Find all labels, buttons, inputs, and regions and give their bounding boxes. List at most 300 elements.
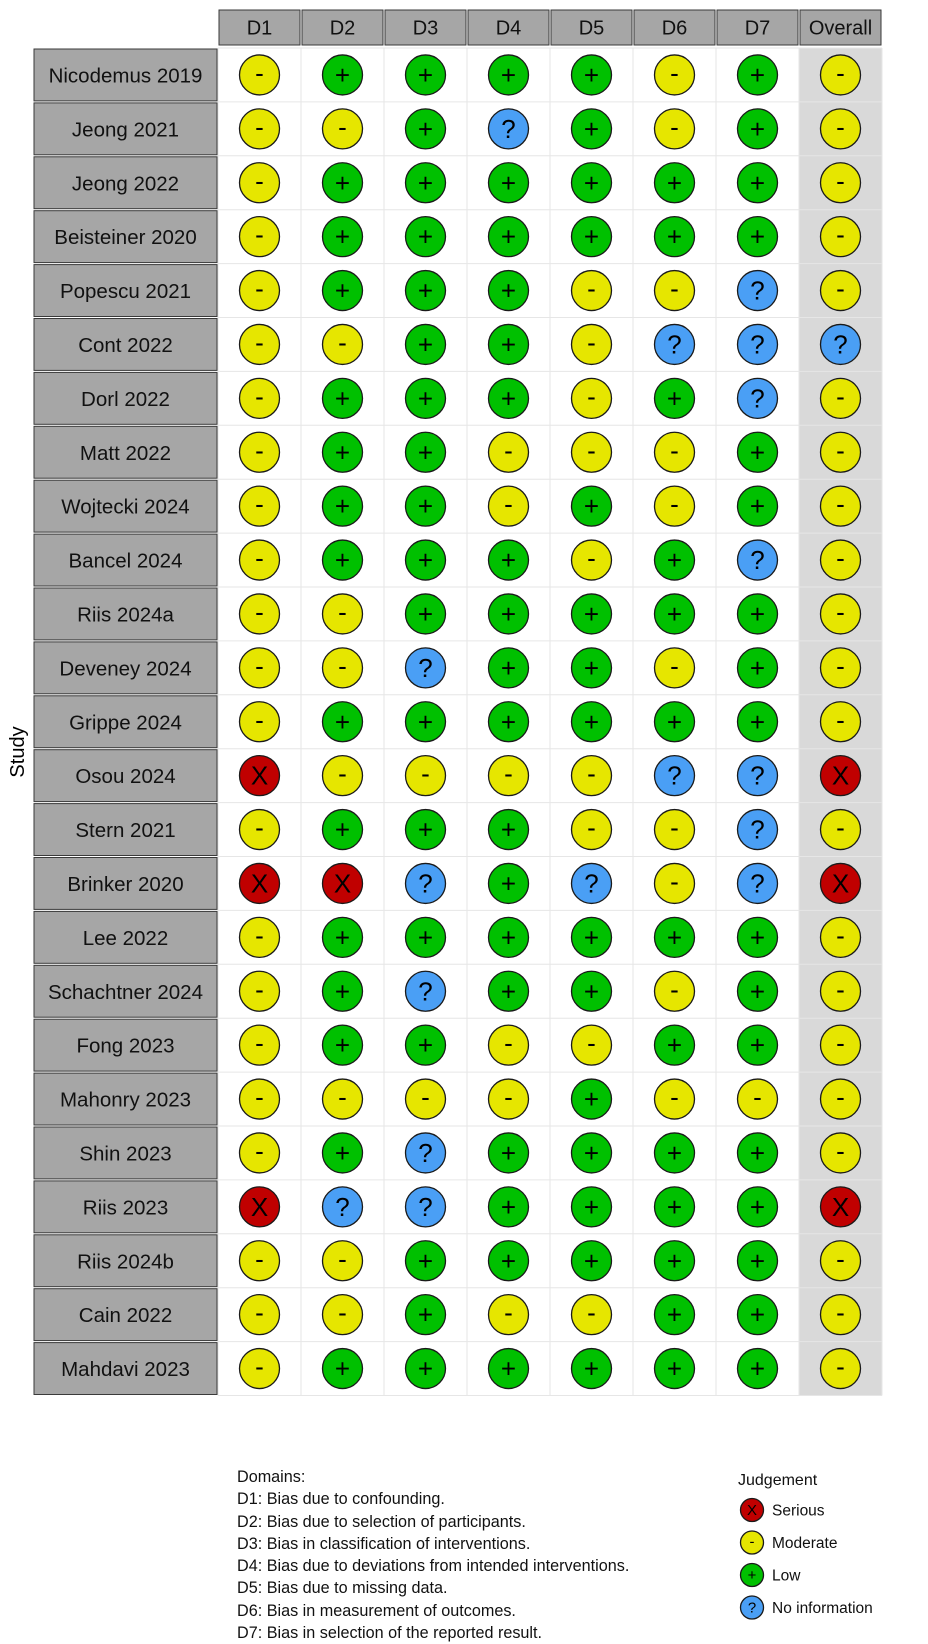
column-headers (219, 10, 881, 45)
judgement-moderate (572, 1295, 612, 1335)
judgement-symbol: - (255, 435, 264, 466)
judgement-symbol: + (417, 1245, 434, 1276)
judgement-no-information (738, 810, 778, 850)
judgement-symbol: ? (750, 545, 765, 576)
judgement-low (655, 217, 695, 257)
judgement-symbol: - (587, 1297, 596, 1328)
judgement-symbol: + (417, 598, 434, 629)
judgement-no-information (655, 324, 695, 364)
judgement-moderate (655, 971, 695, 1011)
judgement-symbol: + (417, 437, 434, 468)
judgement-symbol: - (255, 812, 264, 843)
judgement-symbol: + (749, 1353, 766, 1384)
judgement-symbol: - (338, 111, 347, 142)
judgement-moderate (821, 702, 861, 742)
judgement-symbol: - (504, 758, 513, 789)
judgement-symbol: - (670, 273, 679, 304)
judgement-symbol: + (749, 1030, 766, 1061)
judgement-symbol: + (583, 976, 600, 1007)
judgement-symbol: + (417, 383, 434, 414)
judgement-symbol: - (836, 974, 845, 1005)
judgement-symbol: - (587, 1028, 596, 1059)
plot-background (218, 48, 882, 1396)
judgement-low (738, 1133, 778, 1173)
judgement-low (738, 594, 778, 634)
judgement-moderate (655, 109, 695, 149)
judgement-symbol: + (749, 167, 766, 198)
judgement-symbol: + (583, 598, 600, 629)
judgement-symbol: + (666, 598, 683, 629)
judgement-low (489, 540, 529, 580)
judgement-low (406, 486, 446, 526)
judgement-symbol: - (753, 1082, 762, 1113)
judgement-moderate (738, 1079, 778, 1119)
judgement-symbol: + (417, 1030, 434, 1061)
judgement-symbol: + (334, 976, 351, 1007)
domain-d3: D3: Bias in classification of interventions. (237, 1534, 531, 1553)
domain-d1: D1: Bias due to confounding. (237, 1490, 445, 1509)
judgement-low (489, 917, 529, 957)
judgement-low (738, 1295, 778, 1335)
judgement-moderate (240, 1025, 280, 1065)
judgement-moderate (240, 648, 280, 688)
judgement-symbol: - (255, 1028, 264, 1059)
judgement-low (406, 432, 446, 472)
judgement-symbol: + (500, 652, 517, 683)
judgement-no-information (406, 648, 446, 688)
study-label: Mahonry 2023 (59, 1088, 192, 1112)
study-label: Brinker 2020 (67, 872, 184, 896)
judgement-symbol: - (255, 165, 264, 196)
judgement-symbol: + (749, 598, 766, 629)
judgement-symbol: - (255, 543, 264, 574)
judgement-symbol: + (500, 1137, 517, 1168)
judgement-symbol: ? (750, 275, 765, 306)
judgement-low (655, 1133, 695, 1173)
column-header-label: D6 (661, 17, 688, 40)
judgement-moderate (240, 540, 280, 580)
judgement-low (738, 163, 778, 203)
judgement-symbol: ? (667, 329, 682, 360)
judgement-moderate (821, 1133, 861, 1173)
judgement-low (572, 1079, 612, 1119)
judgement-moderate (323, 1079, 363, 1119)
judgement-no-information (406, 863, 446, 903)
judgement-symbol: + (666, 922, 683, 953)
judgement-symbol: + (749, 652, 766, 683)
judgement-symbol: ? (747, 1599, 757, 1617)
study-label: Deveney 2024 (59, 657, 192, 681)
judgement-symbol: - (338, 758, 347, 789)
judgement-symbol: + (749, 59, 766, 90)
judgement-low (738, 1187, 778, 1227)
judgement-symbol: - (670, 57, 679, 88)
judgement-symbol: - (836, 435, 845, 466)
judgement-symbol: + (666, 1030, 683, 1061)
judgement-no-information (489, 109, 529, 149)
study-label: Dorl 2022 (81, 387, 170, 411)
judgement-symbol: + (583, 1245, 600, 1276)
judgement-low (489, 271, 529, 311)
judgement-moderate (489, 1025, 529, 1065)
judgement-moderate (821, 594, 861, 634)
judgement-symbol: + (749, 1137, 766, 1168)
judgement-moderate (821, 432, 861, 472)
judgement-symbol: - (255, 381, 264, 412)
judgement-symbol: + (749, 491, 766, 522)
judgement-moderate (323, 324, 363, 364)
judgement-symbol: ? (750, 383, 765, 414)
judgement-low (323, 217, 363, 257)
judgement-moderate (655, 810, 695, 850)
judgement-symbol: + (666, 1245, 683, 1276)
judgement-no-information (738, 863, 778, 903)
judgement-symbol: + (417, 1299, 434, 1330)
judgement-no-information (406, 971, 446, 1011)
judgement-symbol: + (583, 167, 600, 198)
judgement-moderate (821, 917, 861, 957)
judgement-low (489, 1187, 529, 1227)
judgement-symbol: ? (501, 113, 516, 144)
judgement-symbol: + (749, 437, 766, 468)
judgement-symbol: + (334, 221, 351, 252)
judgement-symbol: - (836, 650, 845, 681)
judgement-symbol: X (250, 1191, 269, 1222)
judgement-moderate (489, 1079, 529, 1119)
judgement-moderate (489, 756, 529, 796)
judgement-symbol: + (749, 221, 766, 252)
judgement-symbol: - (670, 812, 679, 843)
judgement-symbol: - (587, 273, 596, 304)
judgement-low (406, 540, 446, 580)
judgement-moderate (240, 810, 280, 850)
judgement-symbol: - (504, 489, 513, 520)
judgement-moderate (572, 756, 612, 796)
y-axis-title: Study (7, 726, 29, 778)
judgement-moderate (821, 1349, 861, 1389)
study-label: Riis 2024b (77, 1250, 174, 1274)
judgement-low (572, 1133, 612, 1173)
judgement-low (572, 163, 612, 203)
column-header-label: D5 (578, 17, 605, 40)
domains-title: Domains: (237, 1468, 306, 1486)
judgement-low (323, 486, 363, 526)
judgement-symbol: X (250, 868, 269, 899)
judgement-moderate (323, 756, 363, 796)
judgement-moderate (655, 271, 695, 311)
judgement-symbol: + (334, 59, 351, 90)
judgement-symbol: + (749, 706, 766, 737)
judgement-low (323, 1025, 363, 1065)
study-label: Beisteiner 2020 (54, 226, 197, 250)
judgement-moderate (655, 1079, 695, 1119)
judgement-symbol: - (587, 435, 596, 466)
judgement-symbol: + (417, 59, 434, 90)
judgement-symbol: + (500, 868, 517, 899)
study-label: Grippe 2024 (69, 711, 182, 735)
judgement-symbol: ? (750, 868, 765, 899)
judgement-symbol: - (338, 1243, 347, 1274)
judgement-symbol: + (747, 1567, 757, 1585)
judgement-low (489, 1133, 529, 1173)
judgement-symbol: + (583, 1137, 600, 1168)
judgement-low (323, 271, 363, 311)
judgement-no-information (738, 540, 778, 580)
column-header-label: D2 (329, 17, 356, 40)
judgement-symbol: - (587, 758, 596, 789)
judgement-symbol: + (334, 437, 351, 468)
judgement-symbol: + (666, 545, 683, 576)
judgement-symbol: + (334, 706, 351, 737)
judgement-symbol: - (836, 1082, 845, 1113)
judgement-low (738, 1025, 778, 1065)
judgement-symbol: + (583, 59, 600, 90)
judgement-moderate (240, 1241, 280, 1281)
study-label: Fong 2023 (76, 1034, 175, 1058)
judgement-moderate (240, 163, 280, 203)
judgement-low (655, 378, 695, 418)
judgement-low (406, 702, 446, 742)
study-label: Cont 2022 (78, 333, 173, 357)
judgement-moderate (240, 109, 280, 149)
judgement-symbol: + (749, 976, 766, 1007)
judgement-moderate (240, 1295, 280, 1335)
judgement-serious (240, 1187, 280, 1227)
judgement-symbol: + (417, 706, 434, 737)
judgement-moderate (572, 540, 612, 580)
judgement-symbol: X (831, 760, 850, 791)
study-label: Stern 2021 (75, 819, 176, 843)
judgement-moderate (323, 648, 363, 688)
judgement-symbol: ? (667, 760, 682, 791)
judgement-moderate (572, 1025, 612, 1065)
study-label: Nicodemus 2019 (48, 64, 203, 88)
judgement-symbol: - (338, 1297, 347, 1328)
study-label: Osou 2024 (75, 765, 176, 789)
judgement-low (489, 863, 529, 903)
judgement-symbol: - (255, 327, 264, 358)
judgement-moderate (406, 1079, 446, 1119)
judgement-moderate (240, 217, 280, 257)
judgement-moderate (821, 1241, 861, 1281)
judgement-low (572, 702, 612, 742)
judgement-symbol: - (836, 1351, 845, 1382)
judgement-moderate (655, 432, 695, 472)
judgement-low (406, 378, 446, 418)
judgement-moderate (821, 109, 861, 149)
judgement-low (406, 594, 446, 634)
judgement-low (323, 540, 363, 580)
judgement-low (738, 432, 778, 472)
judgement-low (323, 163, 363, 203)
judgement-low (323, 55, 363, 95)
judgement-low (489, 217, 529, 257)
judgement-symbol: ? (418, 1137, 433, 1168)
judgement-symbol: - (670, 974, 679, 1005)
judgement-low (323, 1133, 363, 1173)
judgement-low (323, 702, 363, 742)
judgement-symbol: X (747, 1502, 757, 1520)
judgement-symbol: - (670, 489, 679, 520)
judgement-low (655, 702, 695, 742)
judgement-moderate (240, 55, 280, 95)
judgement-moderate (240, 1079, 280, 1119)
judgement-symbol: + (334, 383, 351, 414)
judgement-symbol: + (666, 1137, 683, 1168)
judgement-no-information (406, 1133, 446, 1173)
judgement-symbol: + (500, 1245, 517, 1276)
judgement-symbol: + (500, 976, 517, 1007)
judgement-symbol: + (583, 1084, 600, 1115)
column-header-label: Overall (808, 17, 873, 40)
judgement-symbol: - (421, 758, 430, 789)
column-header-label: D4 (495, 17, 522, 40)
judgement-symbol: + (500, 706, 517, 737)
legend-label-moderate: Moderate (772, 1535, 838, 1552)
judgement-symbol: + (417, 113, 434, 144)
judgement-low (323, 1349, 363, 1389)
judgement-symbol: - (836, 704, 845, 735)
domain-d4: D4: Bias due to deviations from intended interventions. (237, 1557, 630, 1576)
judgement-symbol: + (500, 1191, 517, 1222)
judgement-symbol: - (421, 1082, 430, 1113)
judgement-symbol: + (334, 491, 351, 522)
judgement-low (738, 648, 778, 688)
judgement-symbol: + (749, 1245, 766, 1276)
judgement-symbol: + (500, 598, 517, 629)
judgement-low (572, 917, 612, 957)
judgement-low (738, 109, 778, 149)
judgement-moderate (572, 271, 612, 311)
judgement-symbol: + (666, 221, 683, 252)
judgement-low (406, 55, 446, 95)
judgement-moderate (821, 1079, 861, 1119)
judgement-low (655, 1025, 695, 1065)
judgement-low (738, 217, 778, 257)
judgement-symbol: - (587, 543, 596, 574)
judgement-symbol: + (417, 922, 434, 953)
judgement-moderate (572, 378, 612, 418)
judgement-no-information (655, 756, 695, 796)
judgement-low (738, 1241, 778, 1281)
judgement-symbol: + (749, 922, 766, 953)
judgement-moderate (821, 540, 861, 580)
study-labels (34, 49, 217, 1395)
judgement-symbol: + (666, 1353, 683, 1384)
judgement-symbol: + (583, 706, 600, 737)
judgement-symbol: + (749, 1299, 766, 1330)
judgement-symbol: - (836, 219, 845, 250)
judgement-symbol: - (255, 1082, 264, 1113)
judgement-low (406, 1349, 446, 1389)
judgement-low (655, 1295, 695, 1335)
judgement-symbol: + (583, 221, 600, 252)
judgement-moderate (821, 486, 861, 526)
judgement-symbol: + (583, 113, 600, 144)
judgement-symbol: + (417, 545, 434, 576)
judgement-symbol: + (334, 1353, 351, 1384)
judgement-symbol: ? (750, 760, 765, 791)
judgement-low (572, 594, 612, 634)
judgement-symbol: - (338, 596, 347, 627)
judgement-symbol: + (666, 167, 683, 198)
judgement-low (406, 1025, 446, 1065)
judgement-no-information (821, 324, 861, 364)
judgement-low (655, 1187, 695, 1227)
judgement-symbol: - (836, 1297, 845, 1328)
domain-d6: D6: Bias in measurement of outcomes. (237, 1601, 516, 1620)
judgement-symbol: ? (750, 814, 765, 845)
judgement-symbol: - (670, 435, 679, 466)
judgement-symbol: + (334, 1137, 351, 1168)
judgement-no-information (572, 863, 612, 903)
judgement-moderate (240, 917, 280, 957)
judgement-symbol: ? (584, 868, 599, 899)
judgement-serious (821, 863, 861, 903)
judgement-low (655, 1241, 695, 1281)
judgement-symbol: + (500, 221, 517, 252)
judgement-symbol: - (749, 1533, 755, 1551)
judgement-symbol: X (333, 868, 352, 899)
judgement-low (738, 55, 778, 95)
judgement-symbol: + (417, 814, 434, 845)
judgement-moderate (240, 1133, 280, 1173)
study-label: Mahdavi 2023 (61, 1358, 190, 1382)
judgement-no-information (323, 1187, 363, 1227)
judgement-moderate (406, 756, 446, 796)
judgement-moderate (821, 271, 861, 311)
judgement-low (655, 917, 695, 957)
judgement-low (489, 594, 529, 634)
judgement-symbol: + (417, 329, 434, 360)
judgement-no-information-legend (741, 1596, 764, 1619)
judgement-low (406, 810, 446, 850)
judgement-low (572, 486, 612, 526)
judgement-moderate (240, 594, 280, 634)
judgement-low (655, 1349, 695, 1389)
judgement-moderate (821, 217, 861, 257)
study-label: Wojtecki 2024 (61, 495, 190, 519)
judgement-low (738, 971, 778, 1011)
judgement-symbol: + (666, 383, 683, 414)
judgement-low (489, 1349, 529, 1389)
domain-d2: D2: Bias due to selection of participants. (237, 1512, 526, 1531)
judgement-low (655, 540, 695, 580)
judgement-symbol: - (338, 327, 347, 358)
judgement-moderate (572, 432, 612, 472)
judgement-moderate (821, 55, 861, 95)
judgement-low (572, 217, 612, 257)
judgement-moderate (821, 1295, 861, 1335)
judgement-moderate (489, 486, 529, 526)
judgement-moderate (655, 648, 695, 688)
judgement-symbol: - (670, 111, 679, 142)
judgement-moderate (323, 594, 363, 634)
judgement-low (738, 702, 778, 742)
judgement-symbol: + (334, 167, 351, 198)
judgement-low (572, 648, 612, 688)
judgement-symbol: + (500, 329, 517, 360)
judgement-low (572, 971, 612, 1011)
judgement-serious (323, 863, 363, 903)
legend-label-low: Low (772, 1567, 801, 1585)
column-header-label: D1 (246, 17, 273, 40)
judgement-symbol: - (255, 219, 264, 250)
judgement-moderate (240, 702, 280, 742)
judgement-low (323, 432, 363, 472)
judgement-symbol: ? (833, 329, 848, 360)
judgement-symbol: - (836, 1028, 845, 1059)
